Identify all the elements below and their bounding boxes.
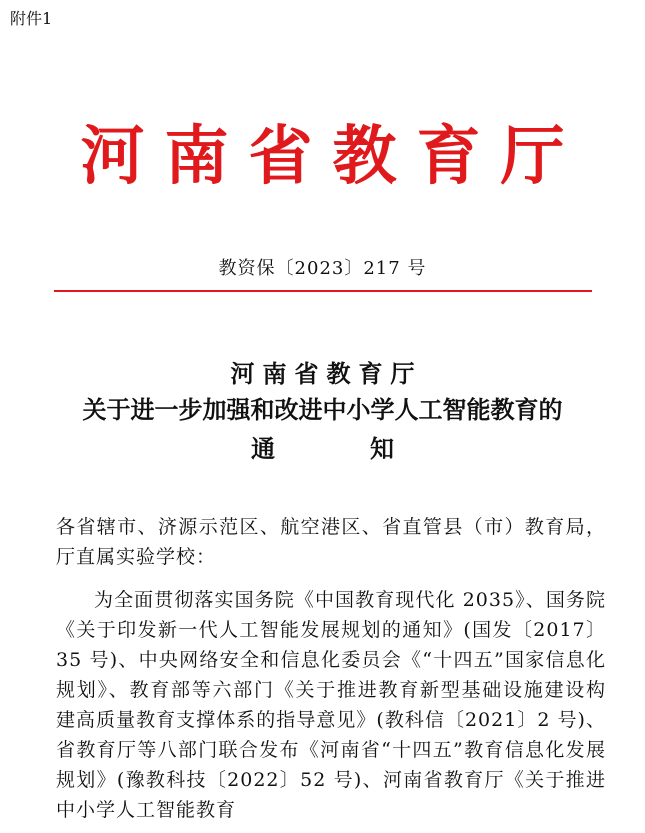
title-issuer-line: 河南省教育厅: [230, 359, 423, 388]
body-paragraph: 为全面贯彻落实国务院《中国教育现代化 2035》、国务院《关于印发新一代人工智能发展规划的通知》(国发〔2017〕35 号)、中央网络安全和信息化委员会《“十四五”国家信息化规划》、教育部等六部门《关于推进教育新型基础设施建设构建高质量教育支撑体系的指导意见》(教科信〔2021〕2 号)、省教育厅等八部门联合发布《河南省“十四五”教育信息化发展规划》(豫教科技〔2022〕52 号)、河南省教育厅《关于推进中小学人工智能教育: [56, 589, 606, 821]
issuer-header: 河南省教育厅: [80, 119, 585, 194]
red-divider-line: [54, 290, 592, 292]
title-notice-char-1: 通: [251, 434, 275, 463]
title-subject-line: 关于进一步加强和改进中小学人工智能教育的: [82, 395, 563, 424]
document-number: 教资保〔2023〕217 号: [218, 258, 427, 279]
addressee-paragraph: 各省辖市、济源示范区、航空港区、省直管县（市）教育局，厅直属实验学校：: [56, 516, 606, 568]
title-notice-char-2: 知: [370, 434, 394, 463]
attachment-label: 附件1: [10, 9, 53, 28]
